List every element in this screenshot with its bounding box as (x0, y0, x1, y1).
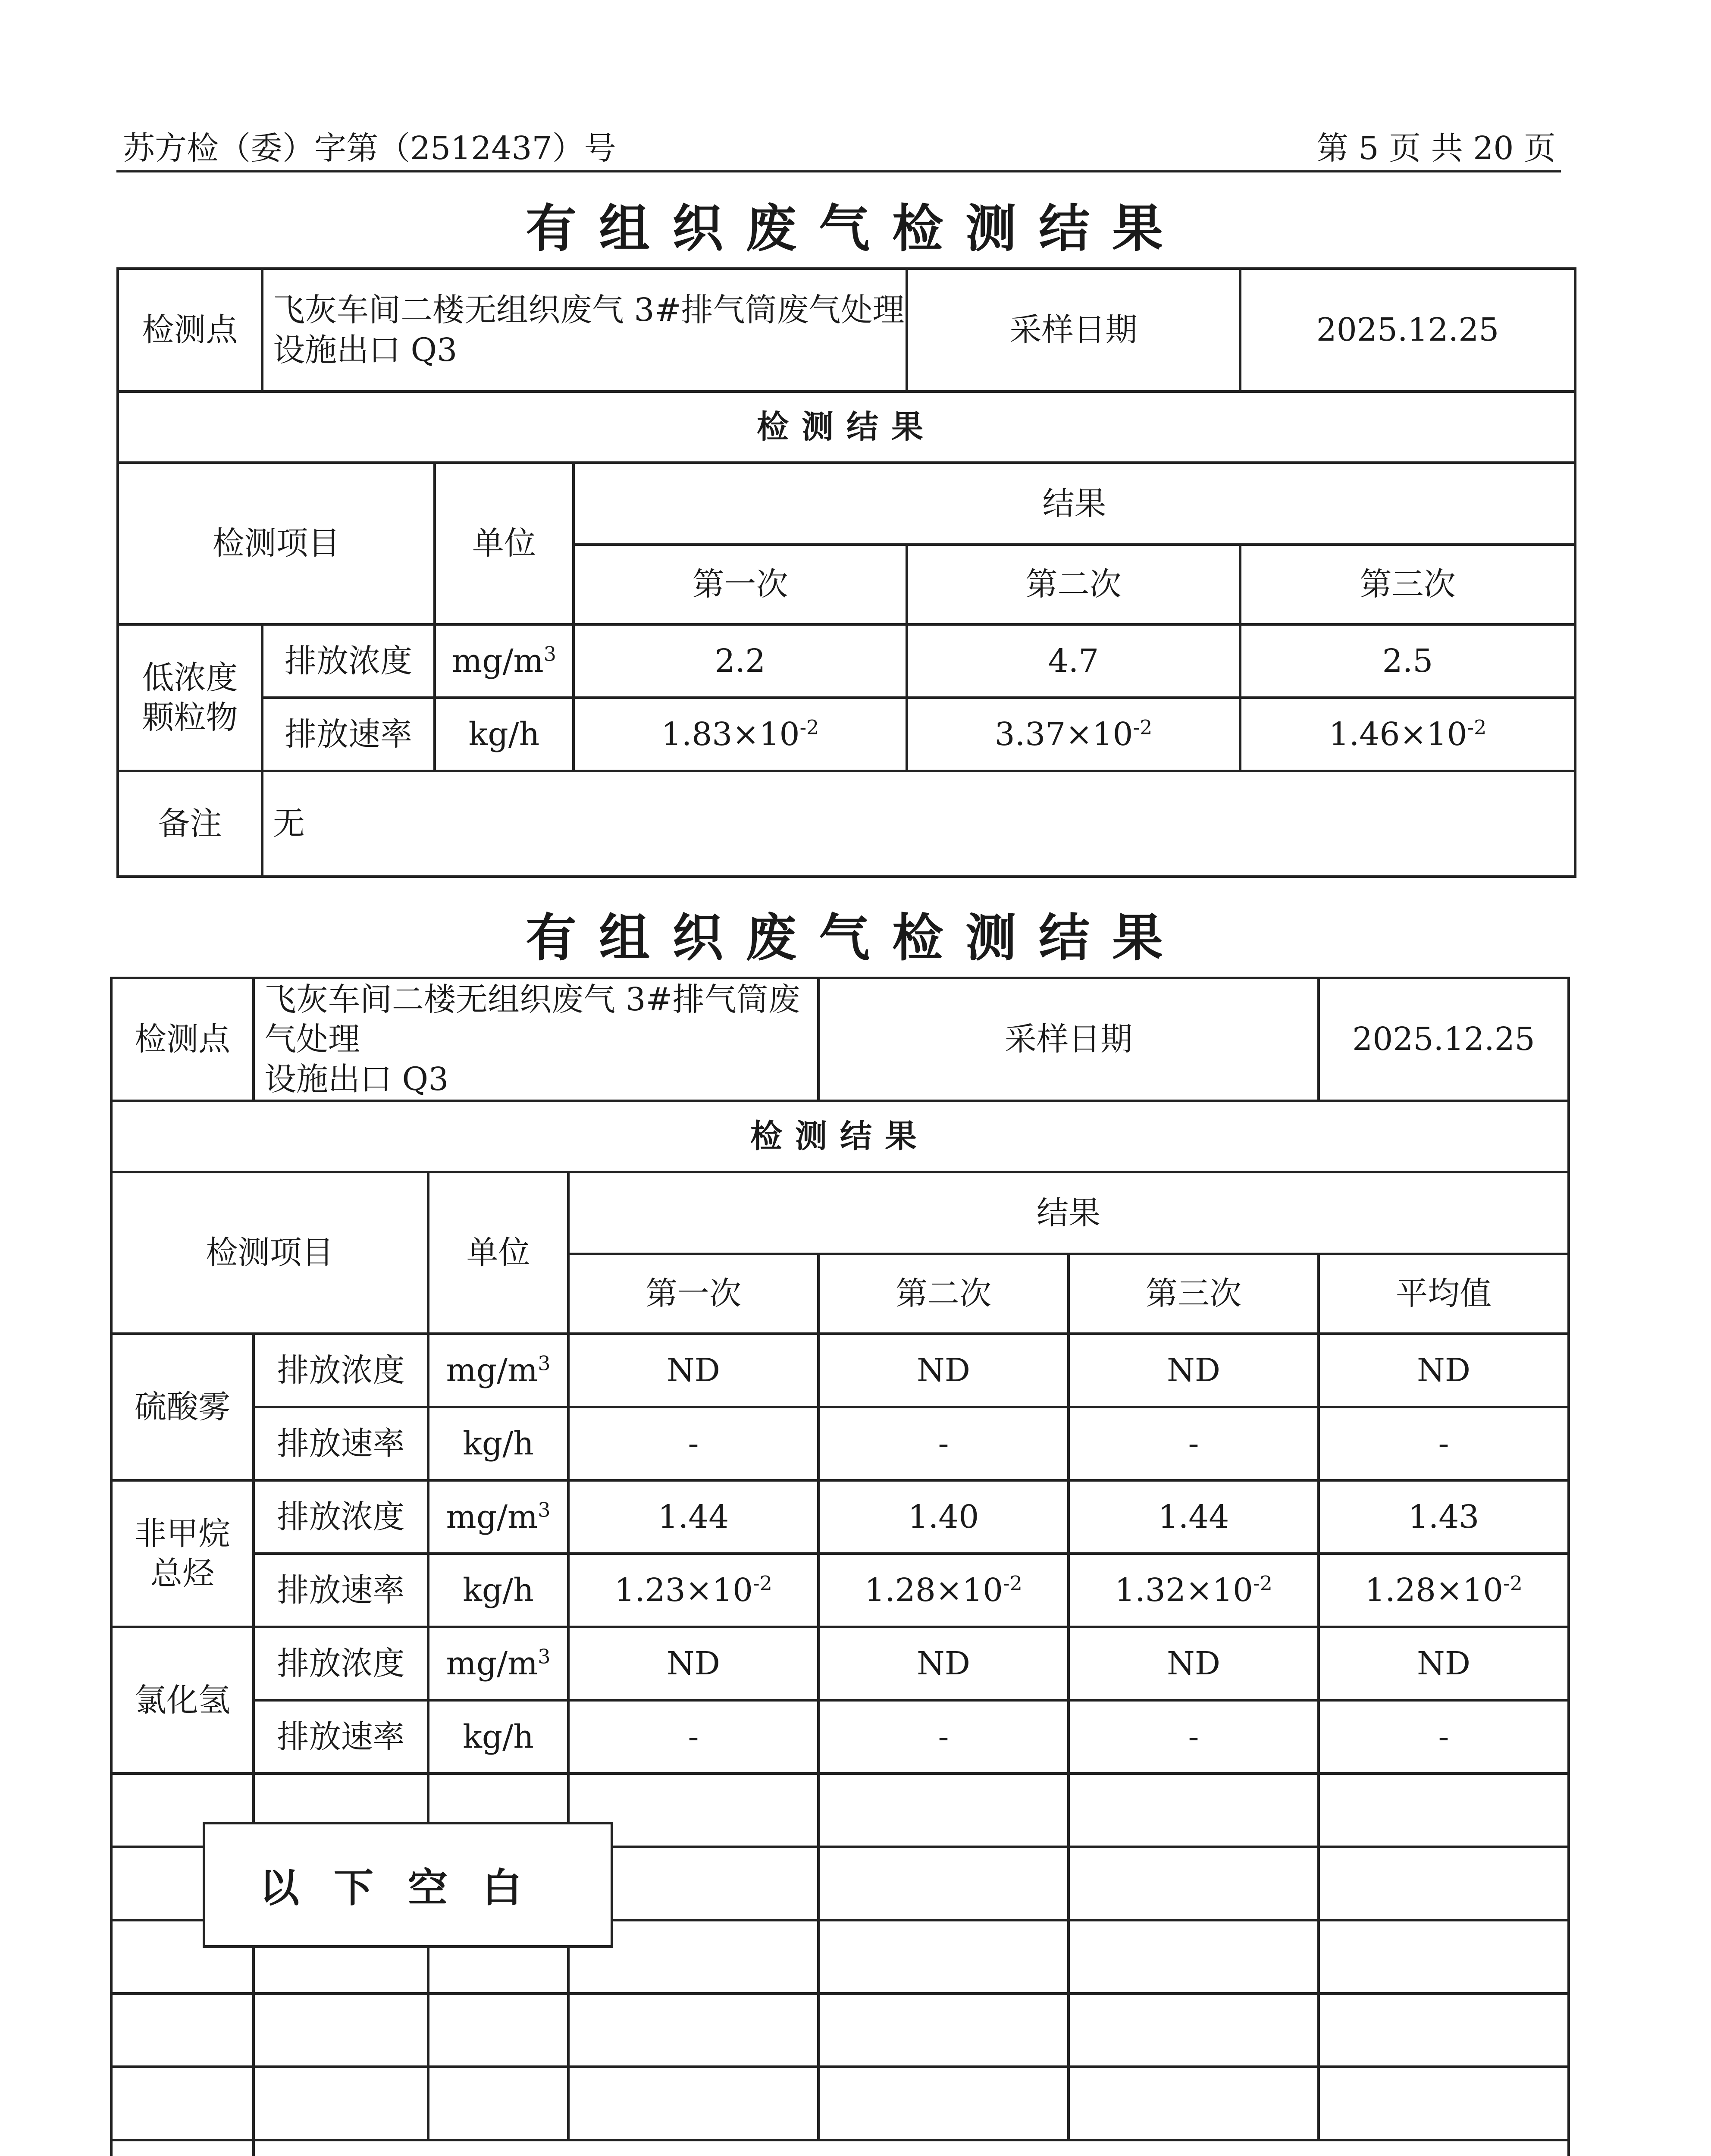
value-cell: ND (1319, 1334, 1569, 1407)
table2-point-line1: 飞灰车间二楼无组织废气 3#排气筒废气处理 (264, 981, 800, 1058)
value-cell: - (1069, 1407, 1319, 1480)
table-row (111, 1407, 1569, 1480)
table1-col-run1: 第一次 (573, 545, 907, 624)
table1-pollutant-line1: 低浓度 (142, 659, 238, 696)
param-cell: 排放速率 (254, 1700, 428, 1774)
empty-row (111, 1993, 1569, 2067)
unit-cell: kg/h (428, 1554, 568, 1627)
table1-point-row (118, 269, 1575, 392)
table2-date-value: 2025.12.25 (1319, 978, 1569, 1101)
value-cell: $1.23\times 10^{-2}$ (568, 1554, 818, 1627)
table1-section-title: 检测结果 (118, 392, 1575, 463)
table1-col-result: 结果 (573, 463, 1575, 545)
value-cell: - (568, 1407, 818, 1480)
value-cell: 1.44 (1069, 1480, 1319, 1554)
table2-remark-value (254, 2140, 1569, 2156)
table2-section-title: 检测结果 (111, 1101, 1569, 1172)
table1-pollutant (118, 624, 262, 771)
unit-cell: $mg/m^3$ (428, 1627, 568, 1700)
value-cell: 4.7 (907, 624, 1240, 698)
table-row (111, 1554, 1569, 1627)
value-cell: $1.28\times 10^{-2}$ (818, 1554, 1069, 1627)
unit-cell: $mg/m^3$ (428, 1480, 568, 1554)
table2-remark-label (111, 2140, 254, 2156)
pollutant-name: 硫酸雾 (111, 1334, 254, 1480)
table1-remark-label: 备注 (118, 771, 262, 877)
table2-col-run2: 第二次 (818, 1254, 1069, 1334)
value-cell: 2.5 (1240, 624, 1575, 698)
table2-col-item: 检测项目 (111, 1172, 428, 1334)
table-row (118, 698, 1575, 771)
value-cell: - (1319, 1407, 1569, 1480)
table1-title: 有组织废气检测结果 (525, 198, 1185, 258)
table1-remark-value: 无 (262, 771, 1575, 877)
value-cell: ND (568, 1627, 818, 1700)
unit-cell: kg/h (428, 1407, 568, 1480)
value-cell: - (568, 1700, 818, 1774)
param-cell: 排放速率 (254, 1554, 428, 1627)
table1-col-run3: 第三次 (1240, 545, 1575, 624)
value-cell: ND (818, 1627, 1069, 1700)
value-cell: 1.44 (568, 1480, 818, 1554)
param-cell: 排放浓度 (262, 624, 435, 698)
table2-col-result: 结果 (568, 1172, 1569, 1254)
table2-point-row (111, 978, 1569, 1101)
table-row (118, 624, 1575, 698)
table2-title: 有组织废气检测结果 (525, 908, 1185, 968)
table1-date-value: 2025.12.25 (1240, 269, 1575, 392)
table2-col-run1: 第一次 (568, 1254, 818, 1334)
header-rule (116, 170, 1561, 172)
value-cell: ND (1069, 1627, 1319, 1700)
value-cell: $1.32\times 10^{-2}$ (1069, 1554, 1319, 1627)
param-cell: 排放浓度 (254, 1627, 428, 1700)
table2-col-run3: 第三次 (1069, 1254, 1319, 1334)
param-cell: 排放浓度 (254, 1480, 428, 1554)
table1-point-line1: 飞灰车间二楼无组织废气 3#排气筒废气处理 (273, 291, 905, 329)
table1-col-run2: 第二次 (907, 545, 1240, 624)
value-cell: $1.46\times 10^{-2}$ (1240, 698, 1575, 771)
value-cell: ND (1069, 1334, 1319, 1407)
table1-col-item: 检测项目 (118, 463, 435, 624)
empty-row (111, 2067, 1569, 2140)
value-cell: - (1069, 1700, 1319, 1774)
table1-pollutant-line2: 颗粒物 (142, 699, 238, 736)
pollutant-name: 非甲烷 总烃 (111, 1480, 254, 1627)
table1-date-label: 采样日期 (907, 269, 1240, 392)
value-cell: $1.28\times 10^{-2}$ (1319, 1554, 1569, 1627)
table-row (111, 1480, 1569, 1554)
value-cell: 1.43 (1319, 1480, 1569, 1554)
report-number: 苏方检（委）字第（2512437）号 (123, 130, 616, 167)
table1-point-label: 检测点 (118, 269, 262, 392)
unit-cell (435, 698, 573, 771)
unit-cell: $mg/m^3$ (428, 1334, 568, 1407)
table1-point-line2: 设施出口 Q3 (273, 331, 458, 369)
table1-point-value (262, 269, 907, 392)
blank-below-stamp: 以下空白 (203, 1822, 613, 1948)
table2 (110, 977, 1570, 2156)
table2-point-label: 检测点 (111, 978, 254, 1101)
unit-base: kg/h (468, 715, 540, 753)
param-cell: 排放浓度 (254, 1334, 428, 1407)
table2-date-label: 采样日期 (818, 978, 1319, 1101)
page-info: 第 5 页 共 20 页 (1316, 130, 1556, 167)
unit-base: mg/m (452, 642, 544, 680)
table-row (111, 1700, 1569, 1774)
table-row (111, 1627, 1569, 1700)
value-cell: ND (818, 1334, 1069, 1407)
unit-cell: kg/h (428, 1700, 568, 1774)
value-cell: 2.2 (573, 624, 907, 698)
table1-col-unit: 单位 (435, 463, 573, 624)
table1 (116, 267, 1576, 878)
table2-col-average: 平均值 (1319, 1254, 1569, 1334)
value-cell: - (1319, 1700, 1569, 1774)
pollutant-name: 氯化氢 (111, 1627, 254, 1774)
unit-cell (435, 624, 573, 698)
value-cell: $1.83\times 10^{-2}$ (573, 698, 907, 771)
value-cell: ND (568, 1334, 818, 1407)
table-row (111, 1334, 1569, 1407)
table2-point-line2: 设施出口 Q3 (264, 1060, 449, 1098)
unit-sup: 3 (543, 642, 556, 666)
table2-point-value (254, 978, 818, 1101)
table2-col-unit: 单位 (428, 1172, 568, 1334)
value-cell: $3.37\times 10^{-2}$ (907, 698, 1240, 771)
param-cell: 排放速率 (254, 1407, 428, 1480)
value-cell: - (818, 1407, 1069, 1480)
param-cell: 排放速率 (262, 698, 435, 771)
value-cell: - (818, 1700, 1069, 1774)
value-cell: 1.40 (818, 1480, 1069, 1554)
value-cell: ND (1319, 1627, 1569, 1700)
